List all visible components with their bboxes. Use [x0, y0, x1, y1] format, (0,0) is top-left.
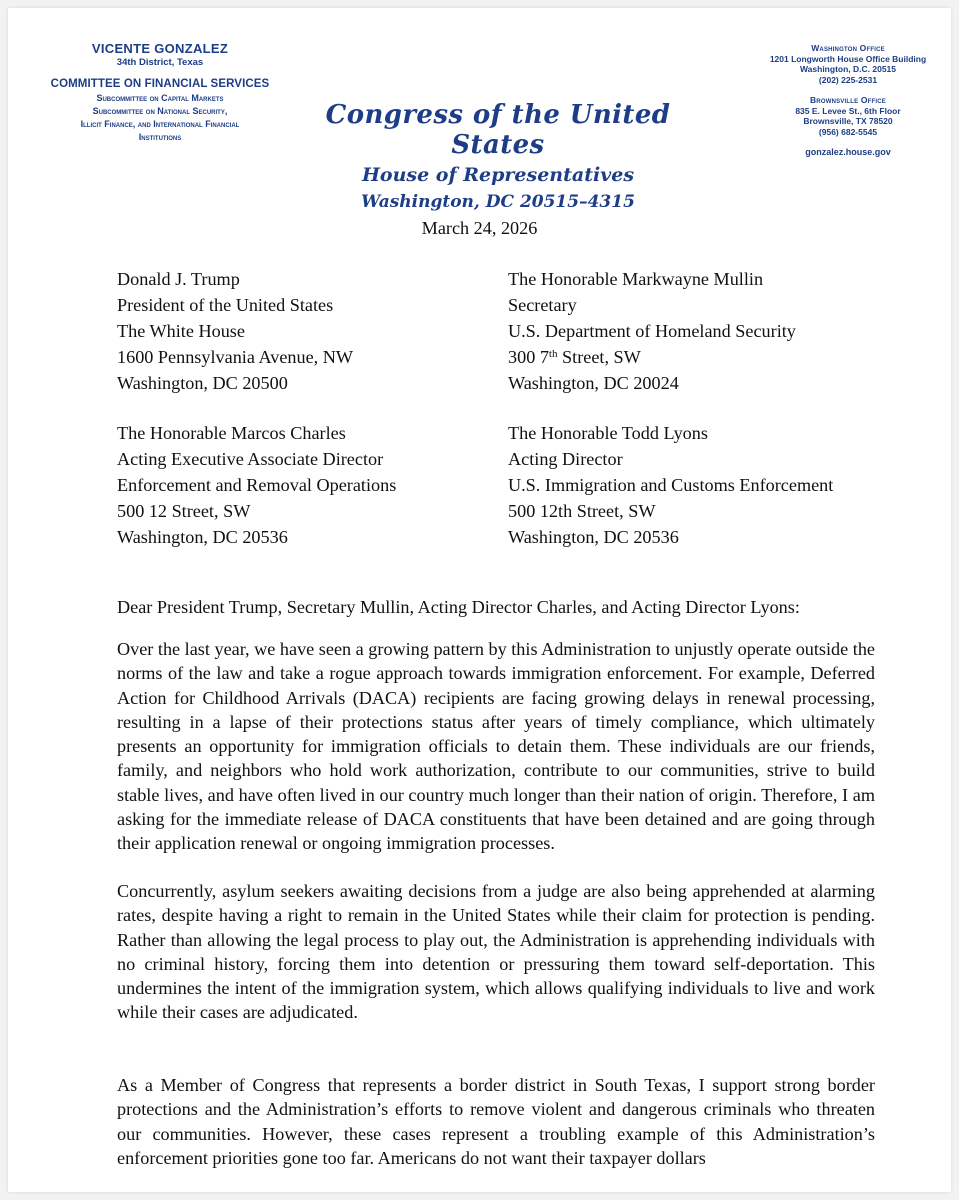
recipient-title: Secretary	[508, 295, 577, 315]
subcommittee-national-security-line1: Subcommittee on National Security,	[92, 106, 228, 116]
member-district: 34th District, Texas	[116, 57, 204, 68]
salutation: Dear President Trump, Secretary Mullin, Acting Director Charles, and Acting Director Lyons:	[117, 597, 800, 617]
brownsville-office-line2: Brownsville, TX 78520	[803, 116, 893, 126]
recipient-city: Washington, DC 20536	[117, 527, 288, 547]
brownsville-office-line1: 835 E. Levee St., 6th Floor	[795, 105, 901, 116]
letter-page	[8, 8, 951, 1192]
subcommittee-capital-markets: Subcommittee on Capital Markets	[96, 93, 224, 103]
brownsville-office-phone: (956) 682-5545	[818, 126, 878, 137]
letterhead-title	[298, 100, 698, 212]
office-block	[748, 43, 948, 158]
recipient-name: The Honorable Markwayne Mullin	[508, 269, 764, 289]
body-paragraph: Over the last year, we have seen a growing pattern by this Administration to unjustly operate outside the norms of the law and take a rogue approach towards immigration enforcement. For example, Deferred Action for Childhood Arrivals (DACA) recipients are facing growing delays in renewal processing, resulting in a lapse of their protections status after years of timely compliance, which ultimately presents an opportunity for immigration officials to detain them. These individuals are our friends, family, and neighbors who hold work authorization, contribute to our communities, strive to build stable lives, and have often lived in our country much longer than their nation of origin. Therefore, I am asking for the immediate release of DACA constituents that have been detained and are going through their application renewal or ongoing immigration processes.	[117, 639, 875, 854]
washington-zip: Washington, DC 20515–4315	[361, 192, 635, 212]
recipient-org: U.S. Immigration and Customs Enforcement	[508, 475, 834, 495]
subcommittee-national-security-line2: Illicit Finance, and International Financial	[80, 119, 240, 129]
body-paragraph: As a Member of Congress that represents a border district in South Texas, I support strong border protections and the Administration’s efforts to remove violent and dangerous criminals who threaten our communities. However, these cases represent a troubling example of this Administration’s enforcement priorities gone too far. Americans do not want their taxpayer dollars	[117, 1075, 875, 1168]
street-rest: Street, SW	[557, 347, 641, 367]
recipient-title: President of the United States	[117, 295, 334, 315]
washington-office-line2: Washington, D.C. 20515	[799, 64, 897, 74]
recipient-street: 1600 Pennsylvania Avenue, NW	[117, 347, 354, 367]
street-number: 300 7	[508, 347, 549, 367]
recipient-city: Washington, DC 20536	[508, 527, 679, 547]
recipient-charles	[117, 420, 396, 550]
recipient-title: Acting Director	[508, 449, 623, 469]
washington-office-phone: (202) 225-2531	[818, 74, 878, 85]
recipient-name: Donald J. Trump	[117, 269, 240, 289]
brownsville-office	[748, 95, 948, 137]
recipient-org: The White House	[117, 321, 245, 341]
washington-office	[748, 43, 948, 85]
member-block	[40, 41, 280, 143]
recipient-street: 500 12th Street, SW	[508, 501, 656, 521]
recipient-org: Enforcement and Removal Operations	[117, 475, 397, 495]
recipient-city: Washington, DC 20024	[508, 373, 679, 393]
subcommittee-national-security-line3: Institutions	[138, 132, 182, 142]
recipient-name: The Honorable Todd Lyons	[508, 423, 708, 443]
recipient-title: Acting Executive Associate Director	[117, 449, 384, 469]
recipient-street	[508, 344, 796, 370]
recipient-trump	[117, 266, 353, 396]
street-ordinal-suffix: th	[548, 348, 558, 360]
recipient-city: Washington, DC 20500	[117, 373, 288, 393]
website-link[interactable]: gonzalez.house.gov	[805, 147, 891, 157]
washington-office-label: Washington Office	[811, 43, 885, 53]
member-name: VICENTE GONZALEZ	[91, 41, 229, 56]
body-paragraph: Concurrently, asylum seekers awaiting decisions from a judge are also being apprehended at alarming rates, despite having a right to remain in the United States while their claim for protection is pending. Rather than allowing the legal process to play out, the Administration is apprehending individuals with no criminal history, forcing them into detention or pressuring them toward self-deportation. This undermines the intent of the immigration system, which allows qualifying individuals to live and work while their cases are adjudicated.	[117, 881, 875, 1023]
washington-office-line1: 1201 Longworth House Office Building	[769, 53, 927, 64]
recipient-lyons	[508, 420, 833, 550]
brownsville-office-label: Brownsville Office	[809, 95, 887, 105]
house-title: House of Representatives	[361, 164, 635, 186]
committee-name: COMMITTEE ON FINANCIAL SERVICES	[50, 78, 270, 90]
congress-title: Congress of the United States	[325, 100, 671, 160]
recipient-mullin	[508, 266, 796, 396]
recipient-street: 500 12 Street, SW	[117, 501, 251, 521]
recipient-org: U.S. Department of Homeland Security	[508, 321, 796, 341]
recipient-name: The Honorable Marcos Charles	[117, 423, 346, 443]
letter-date: March 24, 2026	[421, 218, 538, 238]
